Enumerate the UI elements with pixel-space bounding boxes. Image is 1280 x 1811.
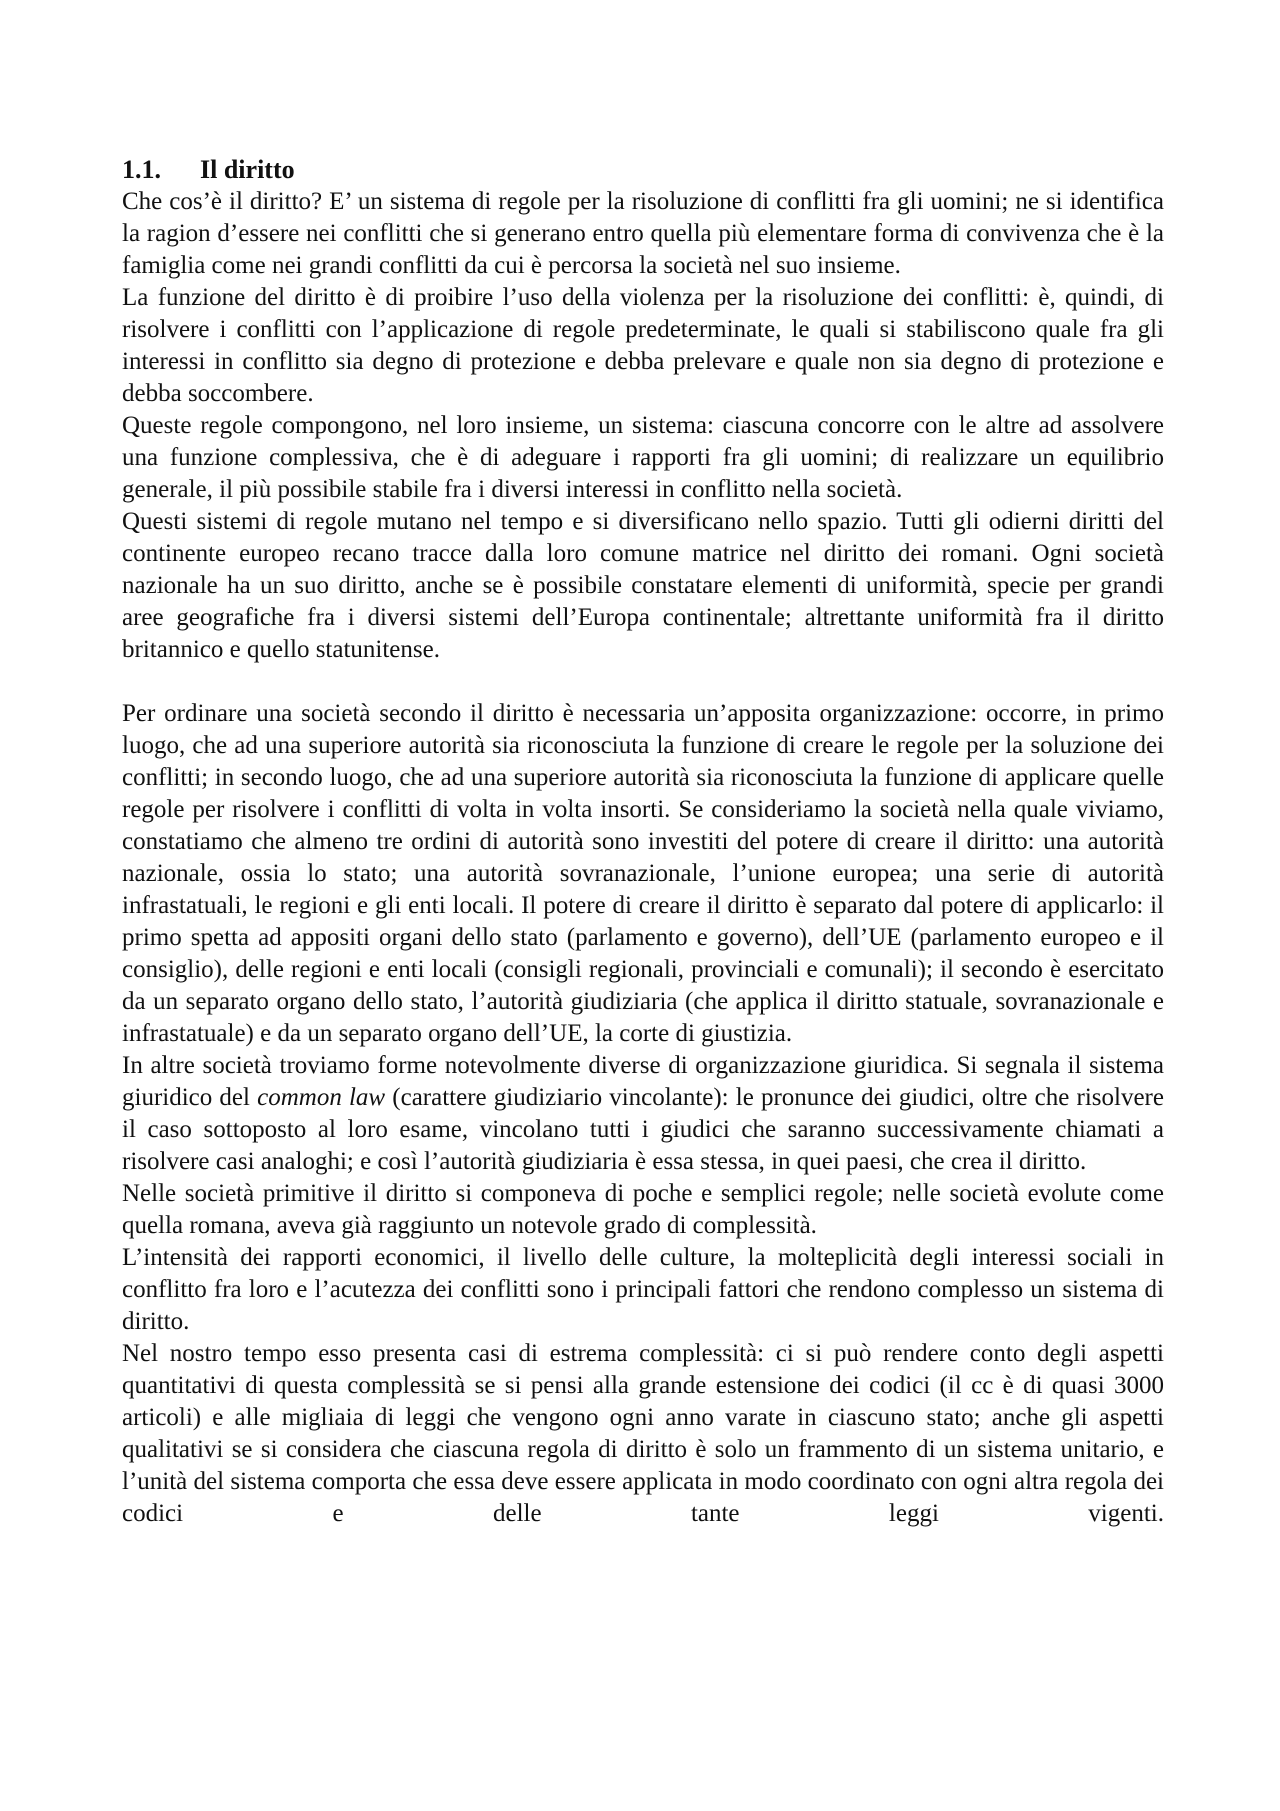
common-law-emphasis: common law (257, 1084, 386, 1111)
section-number: 1.1. (122, 155, 161, 184)
paragraph-complexity-factors: L’intensità dei rapporti economici, il livello delle culture, la molteplicità degli interessi sociali in conflitto fra loro e l’acutezza dei conflitti sono i principali fattori che rendono complesso un sistema di diritto. (122, 1244, 1164, 1335)
common-law-text-after: (carattere giudiziario vincolante): le pronunce dei giudici, oltre che risolvere il caso sottoposto al loro esame, vincolano tutti i giudici che saranno successivamente chiamati a risolvere casi analoghi; e così l’autorità giudiziaria è essa stessa, in quei paesi, che crea il diritto. (122, 1084, 1164, 1175)
section-title: Il diritto (200, 155, 295, 184)
paragraph-organization: Per ordinare una società secondo il diritto è necessaria un’apposita organizzazione: occorre, in primo luogo, che ad una superiore autorità sia riconosciuta la funzione di creare le regole per la soluzione dei conflitti; in secondo luogo, che ad una superiore autorità sia riconosciuta la funzione di applicare quelle regole per risolvere i conflitti di volta in volta insorti. Se consideriamo la società nella quale viviamo, constatiamo che almeno tre ordini di autorità sono investiti del potere di creare il diritto: una autorità nazionale, ossia lo stato; una autorità sovranazionale, l’unione europea; una serie di autorità infrastatuali, le regioni e gli enti locali. Il potere di creare il diritto è separato dal potere di applicarlo: il primo spetta ad appositi organi dello stato (parlamento e governo), dell’UE (parlamento europeo e il consiglio), delle regioni e enti locali (consigli regionali, provinciali e comunali); il secondo è esercitato da un separato organo dello stato, l’autorità giudiziaria (che applica il diritto statuale, sovranazionale e infrastatuale) e da un separato organo dell’UE, la corte di giustizia. (122, 700, 1164, 1047)
document-page (122, 154, 1164, 1530)
paragraph-modern-complexity: Nel nostro tempo esso presenta casi di estrema complessità: ci si può rendere conto degli aspetti quantitativi di questa complessità se si pensi alla grande estensione dei codici (il cc è di quasi 3000 articoli) e alle migliaia di leggi che vengono ogni anno varate in ciascuno stato; anche gli aspetti qualitativi se si considera che ciascuna regola di diritto è solo un frammento di un sistema unitario, e l’unità del sistema comporta che essa deve essere applicata in modo coordinato con ogni altra regola dei codici e delle tante leggi vigenti. (122, 1340, 1164, 1527)
paragraph-common-law (122, 1050, 1164, 1178)
section-heading (122, 154, 1164, 186)
paragraph-gap (122, 666, 1164, 698)
common-law-text-before: In altre società troviamo forme notevolmente diverse di organizzazione giuridica. Si segnala il sistema giuridico del (122, 1052, 1164, 1111)
paragraph-definition: Che cos’è il diritto? E’ un sistema di regole per la risoluzione di conflitti fra gli uomini; ne si identifica la ragion d’essere nei conflitti che si generano entro quella più elementare forma di convivenza che è la famiglia come nei grandi conflitti da cui è percorsa la società nel suo insieme. (122, 188, 1164, 279)
paragraph-variation: Questi sistemi di regole mutano nel tempo e si diversificano nello spazio. Tutti gli odierni diritti del continente europeo recano tracce dalla loro comune matrice nel diritto dei romani. Ogni società nazionale ha un suo diritto, anche se è possibile constatare elementi di uniformità, specie per grandi aree geografiche fra i diversi sistemi dell’Europa continentale; altrettante uniformità fra il diritto britannico e quello statunitense. (122, 508, 1164, 663)
paragraph-function: La funzione del diritto è di proibire l’uso della violenza per la risoluzione dei conflitti: è, quindi, di risolvere i conflitti con l’applicazione di regole predeterminate, le quali si stabiliscono quale fra gli interessi in conflitto sia degno di protezione e debba prelevare e quale non sia degno di protezione e debba soccombere. (122, 284, 1164, 407)
paragraph-primitive-societies: Nelle società primitive il diritto si componeva di poche e semplici regole; nelle società evolute come quella romana, aveva già raggiunto un notevole grado di complessità. (122, 1180, 1164, 1239)
paragraph-system: Queste regole compongono, nel loro insieme, un sistema: ciascuna concorre con le altre ad assolvere una funzione complessiva, che è di adeguare i rapporti fra gli uomini; di realizzare un equilibrio generale, il più possibile stabile fra i diversi interessi in conflitto nella società. (122, 412, 1164, 503)
